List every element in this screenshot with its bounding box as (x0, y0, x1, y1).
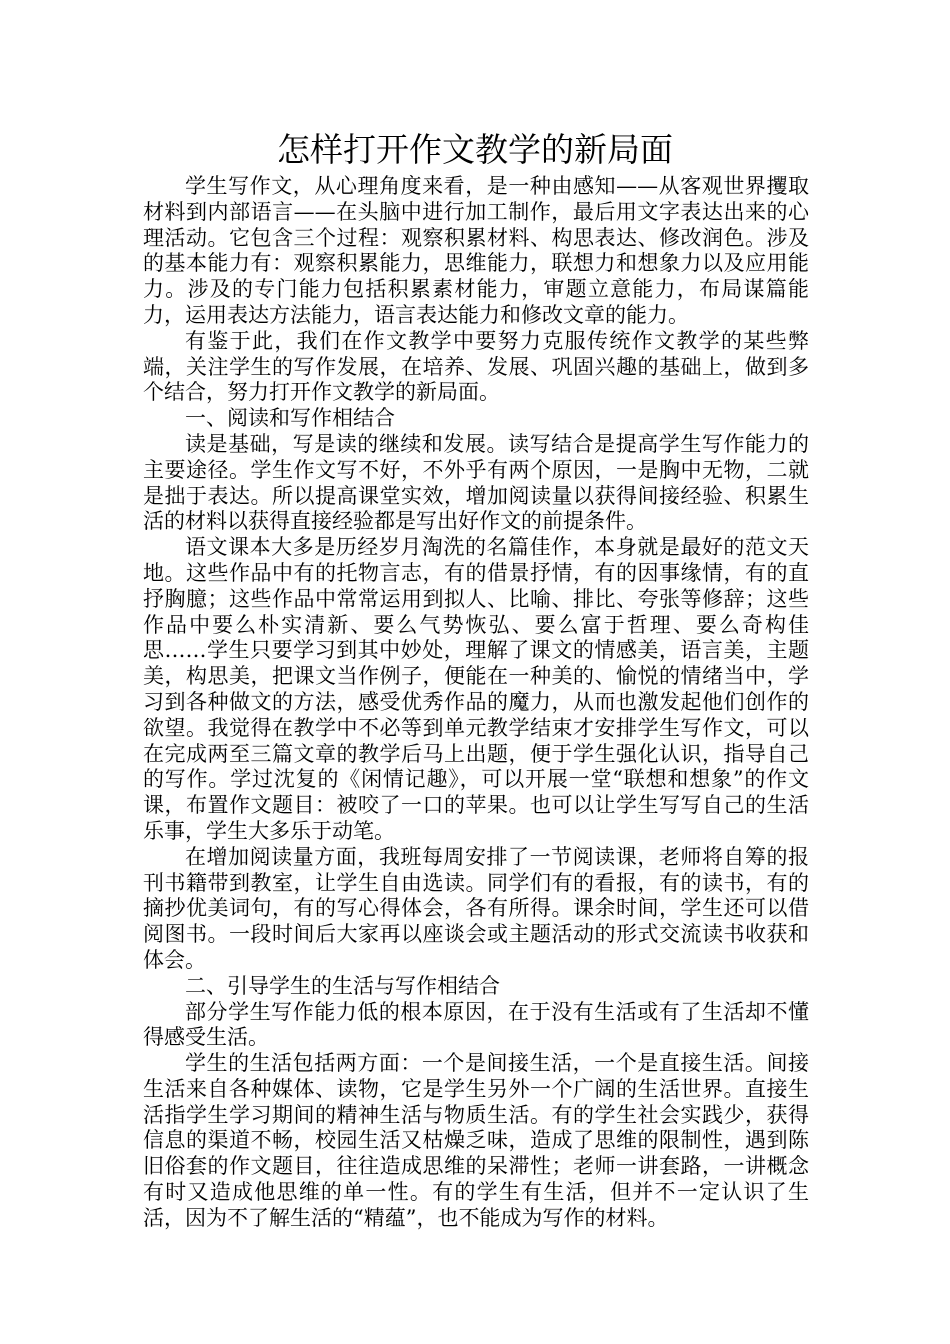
document-body (143, 174, 809, 1232)
paragraph-intro: 学生写作文，从心理角度来看，是一种由感知——从客观世界攫取材料到内部语言——在头脑中进行加工制作，最后用文字表达出来的心理活动。它包含三个过程：观察积累材料、构思表达、修改润色。涉及的基本能力有：观察积累能力，思维能力，联想力和想象力以及应用能力。涉及的专门能力包括积累素材能力，审题立意能力，布局谋篇能力，运用表达方法能力，语言表达能力和修改文章的能力。 (143, 174, 809, 327)
paragraph-purpose: 有鉴于此，我们在作文教学中要努力克服传统作文教学的某些弊端，关注学生的写作发展，在培养、发展、巩固兴趣的基础上，做到多个结合，努力打开作文教学的新局面。 (143, 328, 809, 405)
section-heading-reading-writing: 一、阅读和写作相结合 (185, 406, 395, 431)
document-title: 怎样打开作文教学的新局面 (277, 130, 673, 169)
paragraph-student-life: 学生的生活包括两方面：一个是间接生活，一个是直接生活。间接生活来自各种媒体、读物，它是学生另外一个广阔的生活世界。直接生活指学生学习期间的精神生活与物质生活。有的学生社会实践少，获得信息的渠道不畅，校园生活又枯燥乏味，造成了思维的限制性，遇到陈旧俗套的作文题目，往往造成思维的呆滞性；老师一讲套路，一讲概念有时又造成他思维的单一性。有的学生有生活，但并不一定认识了生活，因为不了解生活的“精蕴”，也不能成为写作的材料。 (143, 1051, 809, 1230)
paragraph-reading-class: 在增加阅读量方面，我班每周安排了一节阅读课，老师将自筹的报刊书籍带到教室，让学生自由选读。同学们有的看报，有的读书，有的摘抄优美词句，有的写心得体会，各有所得。课余时间，学生还可以借阅图书。一段时间后大家再以座谈会或主题活动的形式交流读书收获和体会。 (143, 844, 809, 972)
section-heading-life-writing: 二、引导学生的生活与写作相结合 (185, 973, 500, 998)
paragraph-reading-basis: 读是基础，写是读的继续和发展。读写结合是提高学生写作能力的主要途径。学生作文写不好，不外乎有两个原因，一是胸中无物，二就是拙于表达。所以提高课堂实效，增加阅读量以获得间接经验、积累生活的材料以获得直接经验都是写出好作文的前提条件。 (143, 431, 809, 534)
paragraph-textbook-models: 语文课本大多是历经岁月淘洗的名篇佳作，本身就是最好的范文天地。这些作品中有的托物言志，有的借景抒情，有的因事缘情，有的直抒胸臆；这些作品中常常运用到拟人、比喻、排比、夸张等修辞；这些作品中要么朴实清新、要么气势恢弘、要么富于哲理、要么奇构佳思……学生只要学习到其中妙处，理解了课文的情感美，语言美，主题美，构思美，把课文当作例子，便能在一种美的、愉悦的情绪当中，学习到各种做文的方法，感受优秀作品的魔力，从而也激发起他们创作的欲望。我觉得在教学中不必等到单元教学结束才安排学生写作文，可以在完成两至三篇文章的教学后马上出题，便于学生强化认识，指导自己的写作。学过沈复的《闲情记趣》，可以开展一堂“联想和想象”的作文课，布置作文题目：被咬了一口的苹果。也可以让学生写写自己的生活乐事，学生大多乐于动笔。 (143, 535, 809, 843)
paragraph-root-cause: 部分学生写作能力低的根本原因，在于没有生活或有了生活却不懂得感受生活。 (143, 999, 809, 1050)
